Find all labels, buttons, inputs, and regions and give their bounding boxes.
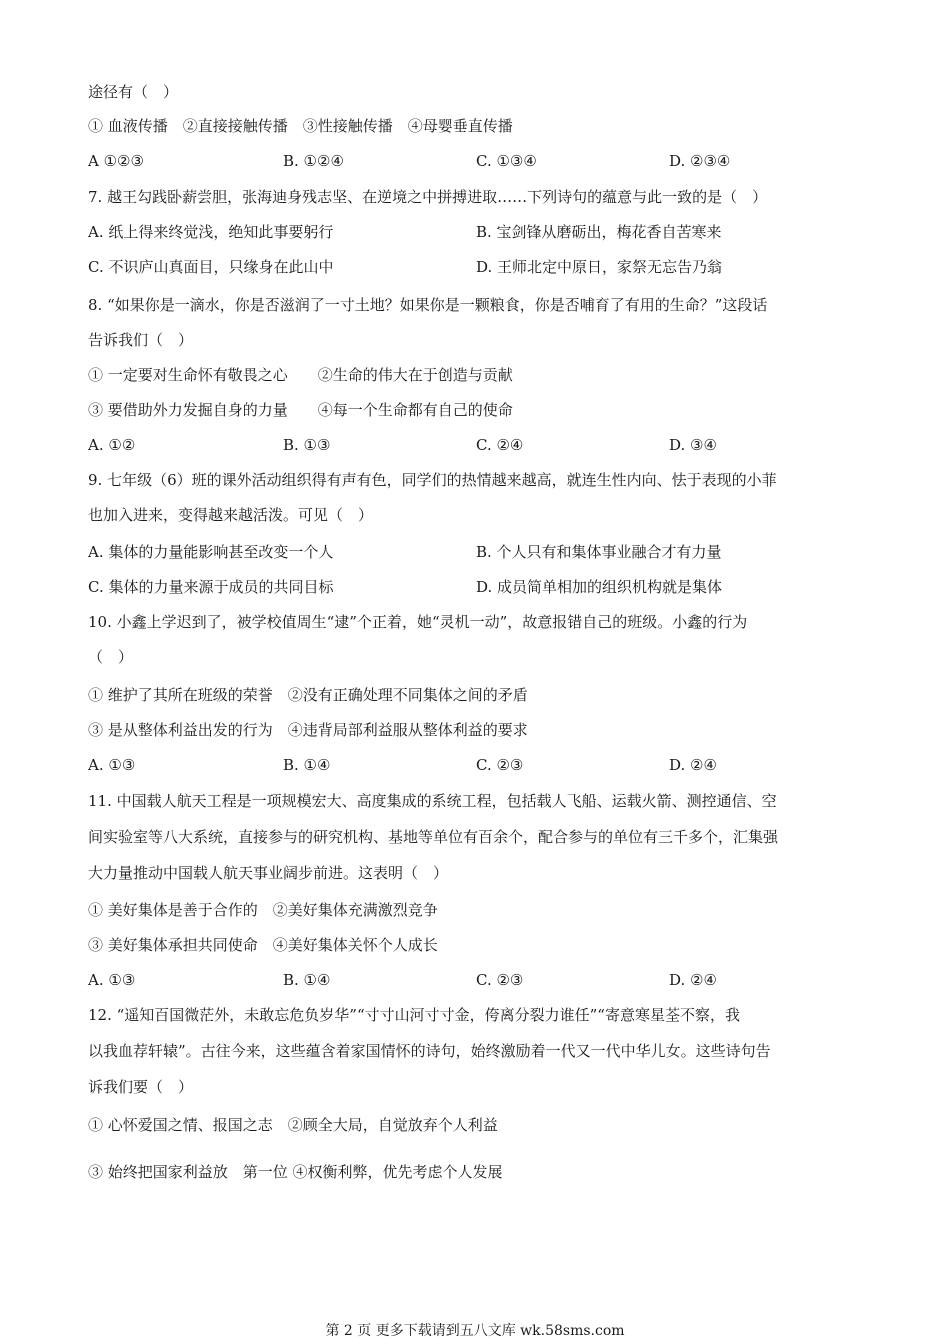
q11-option-c: C. ②③ <box>476 971 524 989</box>
q10-option-a: A. ①③ <box>88 756 136 774</box>
page-footer: 第 2 页 更多下载请到五八文库 wk.58sms.com <box>325 1323 625 1339</box>
q11-stem-line2: 间实验室等八大系统，直接参与的研究机构、基地等单位有百余个，配合参与的单位有三千多个，汇集强 <box>88 828 779 846</box>
q12-stem-line1: 12. “遥知百国微茫外，未敢忘危负岁华”“寸寸山河寸寸金，侉离分裂力谁任”“寄意寒星荃不察，我 <box>88 1006 740 1024</box>
q7-option-d: D. 王师北定中原日，家祭无忘告乃翁 <box>476 258 723 276</box>
q11-option-d: D. ②④ <box>669 971 717 989</box>
q10-stem-line1: 10. 小鑫上学迟到了，被学校值周生“逮”个正着，她“灵机一动”，故意报错自己的班级。小鑫的行为 <box>88 613 748 631</box>
q11-item-line1: ① 美好集体是善于合作的 ②美好集体充满激烈竞争 <box>88 901 438 919</box>
q10-item-line2: ③ 是从整体利益出发的行为 ④违背局部利益服从整体利益的要求 <box>88 721 528 739</box>
q12-item-line1: ① 心怀爱国之情、报国之志 ②顾全大局，自觉放弃个人利益 <box>88 1116 498 1134</box>
q6-items: ① 血液传播 ②直接接触传播 ③性接触传播 ④母婴垂直传播 <box>88 117 513 135</box>
q7-option-b: B. 宝剑锋从磨砺出，梅花香自苦寒来 <box>476 223 722 241</box>
q7-option-a: A. 纸上得来终觉浅，绝知此事要躬行 <box>88 223 334 241</box>
q12-stem-line2: 以我血荐轩辕”。古往今来，这些蕴含着家国情怀的诗句，始终激励着一代又一代中华儿女。这些诗句告 <box>88 1042 771 1060</box>
q6-option-d: D. ②③④ <box>669 152 731 170</box>
q6-option-a: A ①②③ <box>88 152 144 170</box>
q9-option-b: B. 个人只有和集体事业融合才有力量 <box>476 543 722 561</box>
q12-item-line2: ③ 始终把国家利益放 第一位 ④权衡利弊，优先考虑个人发展 <box>88 1163 503 1181</box>
q11-option-b: B. ①④ <box>283 971 331 989</box>
q8-option-c: C. ②④ <box>476 436 524 454</box>
q7-option-c: C. 不识庐山真面目，只缘身在此山中 <box>88 258 334 276</box>
q6-option-b: B. ①②④ <box>283 152 344 170</box>
q8-item-line1: ① 一定要对生命怀有敬畏之心 ②生命的伟大在于创造与贡献 <box>88 366 513 384</box>
q9-option-d: D. 成员简单相加的组织机构就是集体 <box>476 578 723 596</box>
q8-option-b: B. ①③ <box>283 436 331 454</box>
q7-stem: 7. 越王勾践卧薪尝胆，张海迪身残志坚、在逆境之中拼搏进取……下列诗句的蕴意与此一致的是（ ） <box>88 188 768 206</box>
q10-option-d: D. ②④ <box>669 756 717 774</box>
q9-option-c: C. 集体的力量来源于成员的共同目标 <box>88 578 334 596</box>
q8-stem-line1: 8. “如果你是一滴水，你是否滋润了一寸土地？如果你是一颗粮食，你是否哺育了有用的生命？”这段话 <box>88 296 768 314</box>
q9-stem-line2: 也加入进来，变得越来越活泼。可见（ ） <box>88 506 374 524</box>
q10-option-b: B. ①④ <box>283 756 331 774</box>
q8-stem-line2: 告诉我们（ ） <box>88 331 194 349</box>
q8-option-a: A. ①② <box>88 436 136 454</box>
q9-stem-line1: 9. 七年级（6）班的课外活动组织得有声有色，同学们的热情越来越高，就连生性内向、怯于表现的小菲 <box>88 471 777 489</box>
q10-option-c: C. ②③ <box>476 756 524 774</box>
q11-item-line2: ③ 美好集体承担共同使命 ④美好集体关怀个人成长 <box>88 936 438 954</box>
q11-option-a: A. ①③ <box>88 971 136 989</box>
q11-stem-line1: 11. 中国载人航天工程是一项规模宏大、高度集成的系统工程，包括载人飞船、运载火箭、测控通信、空 <box>88 792 777 810</box>
q10-stem-line2: （ ） <box>88 648 134 666</box>
q8-option-d: D. ③④ <box>669 436 717 454</box>
q6-stem-continuation: 途径有（ ） <box>88 83 179 101</box>
q9-option-a: A. 集体的力量能影响甚至改变一个人 <box>88 543 334 561</box>
q8-item-line2: ③ 要借助外力发掘自身的力量 ④每一个生命都有自己的使命 <box>88 401 513 419</box>
q6-option-c: C. ①③④ <box>476 152 537 170</box>
q11-stem-line3: 大力量推动中国载人航天事业阔步前进。这表明（ ） <box>88 864 449 882</box>
q12-stem-line3: 诉我们要（ ） <box>88 1078 194 1096</box>
q10-item-line1: ① 维护了其所在班级的荣誉 ②没有正确处理不同集体之间的矛盾 <box>88 686 528 704</box>
